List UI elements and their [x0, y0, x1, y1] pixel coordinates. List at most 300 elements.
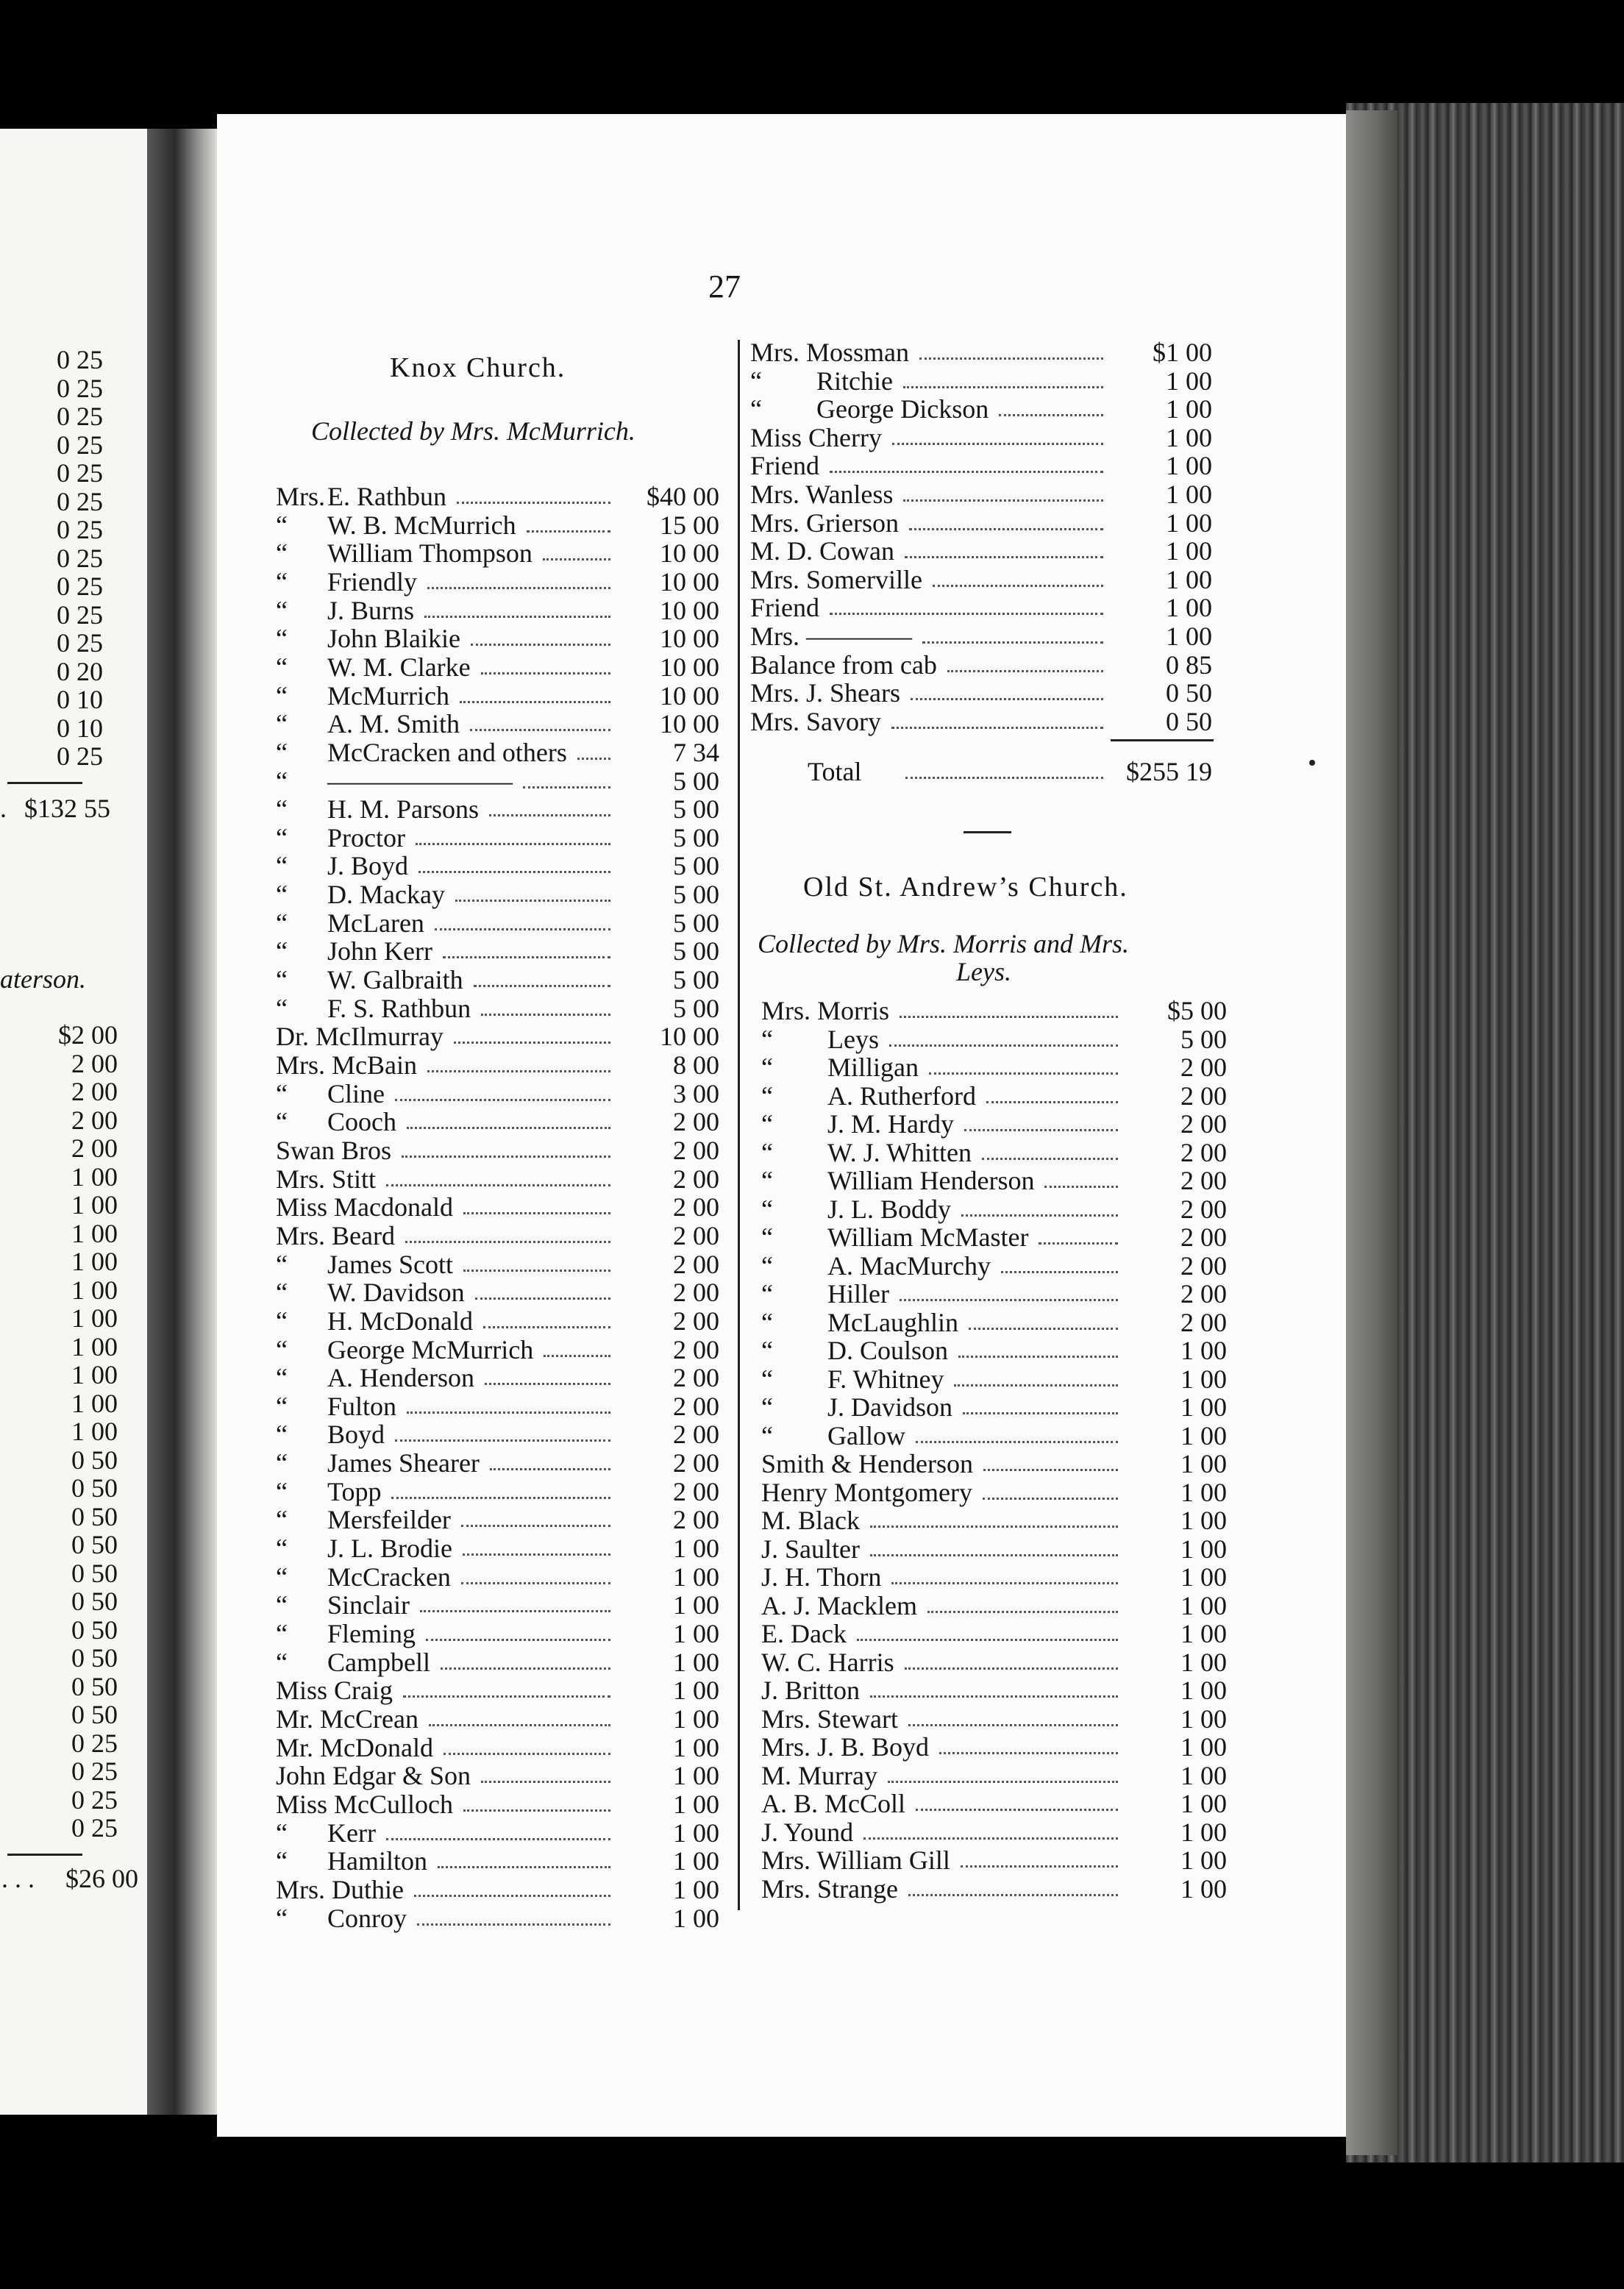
entry-amount: 1 00 — [673, 1534, 719, 1564]
dot-leader — [424, 616, 610, 618]
dot-leader — [961, 1214, 1118, 1217]
entry-name: J. Burns — [327, 595, 415, 625]
entry-amount: 1 00 — [1166, 622, 1212, 651]
dot-leader — [402, 1156, 610, 1158]
entry-prefix: “ — [276, 1363, 288, 1393]
entry-name: Hamilton — [327, 1846, 427, 1876]
entry-prefix: “ — [761, 1392, 773, 1422]
left-total: $26 00 — [65, 1864, 138, 1893]
entry-name: M. Murray — [761, 1760, 877, 1790]
left-amount: 0 50 — [71, 1473, 118, 1503]
entry-name: Mrs. Savory — [750, 706, 881, 736]
entry-name: Henry Montgomery — [761, 1477, 972, 1507]
entry-name: Boyd — [327, 1420, 385, 1450]
entry-amount: 2 00 — [1180, 1250, 1227, 1281]
entry-name: A. MacMurchy — [827, 1250, 991, 1281]
entry-prefix: “ — [761, 1222, 773, 1252]
dot-leader — [999, 414, 1103, 416]
dot-leader — [543, 558, 610, 560]
entry-amount: 1 00 — [1180, 1449, 1227, 1478]
entry-name: Mrs. Duthie — [276, 1874, 404, 1904]
entry-name: J. L. Brodie — [327, 1534, 452, 1564]
entry-amount: 0 50 — [1166, 706, 1212, 736]
entry-amount: 2 00 — [1180, 1053, 1227, 1082]
entry-amount: 2 00 — [1180, 1109, 1227, 1139]
left-amount: 1 00 — [71, 1417, 118, 1446]
dot-leader — [986, 1101, 1118, 1103]
entry-prefix: “ — [276, 709, 288, 739]
entry-amount: 1 00 — [673, 1846, 719, 1876]
left-amount: 0 50 — [71, 1615, 118, 1645]
entry-prefix: “ — [276, 1505, 288, 1535]
entry-prefix: Mrs. — [276, 482, 326, 511]
entry-amount: 2 00 — [1180, 1137, 1227, 1167]
entry-name: Smith & Henderson — [761, 1449, 973, 1478]
entry-amount: 10 00 — [660, 680, 719, 711]
dot-leader — [470, 729, 610, 731]
entry-amount: 1 00 — [673, 1619, 719, 1648]
entry-name: Mersfeilder — [327, 1505, 451, 1535]
entry-prefix: “ — [761, 1364, 773, 1394]
entry-amount: $1 00 — [1153, 338, 1212, 367]
left-amount: 0 25 — [57, 345, 103, 374]
dot-leader — [922, 641, 1103, 644]
entry-amount: 5 00 — [673, 936, 719, 966]
entry-name: F. Whitney — [827, 1364, 944, 1394]
dot-leader — [441, 1667, 610, 1670]
entry-name: Mrs. ———— — [750, 622, 913, 651]
dot-leader — [435, 928, 610, 930]
dot-leader — [905, 556, 1103, 558]
entry-name: J. Boyd — [327, 851, 409, 881]
left-amount: 0 25 — [57, 402, 103, 431]
entry-name: Campbell — [327, 1647, 430, 1677]
left-amount: 1 00 — [71, 1388, 118, 1418]
left-partial-heading: aterson. — [0, 964, 86, 994]
entry-name: Fulton — [327, 1391, 397, 1421]
dot-leader — [460, 701, 610, 703]
entry-amount: 1 00 — [1166, 394, 1212, 424]
entry-amount: 2 00 — [673, 1505, 719, 1535]
dot-leader — [908, 1724, 1118, 1726]
entry-name: D. Mackay — [327, 880, 445, 910]
entry-name: Topp — [327, 1476, 382, 1506]
entry-name: Mrs. Somerville — [750, 564, 922, 594]
left-total-leader: . . . — [1, 1864, 35, 1893]
entry-prefix: “ — [276, 737, 288, 767]
dot-leader — [544, 1355, 610, 1357]
entry-amount: 7 34 — [673, 737, 719, 767]
entry-amount: 2 00 — [1180, 1194, 1227, 1224]
entry-amount: 5 00 — [673, 908, 719, 938]
left-amount: 1 00 — [71, 1218, 118, 1248]
entry-name: McCracken and others — [327, 737, 567, 767]
entry-prefix: “ — [761, 1194, 773, 1224]
entry-prefix: “ — [276, 1306, 288, 1336]
left-amount: 0 25 — [71, 1784, 118, 1815]
dot-leader — [427, 587, 610, 589]
entry-amount: 1 00 — [1166, 508, 1212, 538]
old-st-andrews-collector-line1: Collected by Mrs. Morris and Mrs. — [758, 929, 1129, 958]
dot-leader — [947, 670, 1103, 672]
entry-prefix: “ — [276, 965, 288, 995]
entry-name: Fleming — [327, 1619, 416, 1648]
dot-leader — [407, 1127, 610, 1129]
left-amount: 0 50 — [71, 1587, 118, 1616]
dot-leader — [969, 1328, 1118, 1330]
entry-name: John Edgar & Son — [276, 1761, 471, 1791]
entry-amount: 2 00 — [673, 1220, 719, 1250]
dot-leader — [983, 1498, 1118, 1500]
entry-prefix: “ — [276, 566, 288, 597]
dot-leader — [463, 1270, 610, 1272]
dot-leader — [417, 1923, 610, 1926]
dot-leader — [870, 1526, 1118, 1528]
dot-leader — [463, 1553, 610, 1556]
entry-amount: 1 00 — [673, 1732, 719, 1762]
entry-amount: 1 00 — [1180, 1845, 1227, 1875]
left-amount: 0 50 — [71, 1643, 118, 1673]
entry-name: Mrs. William Gill — [761, 1845, 950, 1875]
entry-name: Cline — [327, 1078, 385, 1108]
entry-amount: 1 00 — [673, 1676, 719, 1706]
entry-name: Hiller — [827, 1279, 889, 1309]
entry-name: McCracken — [327, 1562, 451, 1592]
entry-amount: 0 85 — [1166, 649, 1212, 680]
entry-amount: 5 00 — [673, 880, 719, 910]
dot-leader — [870, 1695, 1118, 1698]
entry-prefix: “ — [761, 1307, 773, 1337]
dot-leader — [870, 1554, 1118, 1556]
dot-leader — [958, 1356, 1118, 1358]
entry-prefix: “ — [761, 1109, 773, 1139]
dot-leader — [919, 357, 1103, 360]
total-rule — [1111, 739, 1214, 741]
left-amount: 1 00 — [71, 1275, 118, 1305]
entry-prefix: “ — [276, 1818, 288, 1848]
entry-amount: 2 00 — [1180, 1166, 1227, 1195]
entry-amount: 1 00 — [1166, 422, 1212, 452]
left-amount: 1 00 — [71, 1161, 118, 1192]
entry-prefix: “ — [761, 1024, 773, 1054]
entry-amount: 8 00 — [673, 1050, 719, 1080]
entry-name: Mrs. Wanless — [750, 480, 894, 509]
entry-prefix: “ — [276, 1647, 288, 1677]
dot-leader — [395, 1099, 610, 1101]
entry-name: W. B. McMurrich — [327, 510, 516, 540]
entry-prefix: “ — [276, 1448, 288, 1478]
entry-amount: 2 00 — [673, 1164, 719, 1194]
dot-leader — [461, 1525, 610, 1527]
dot-leader — [420, 1610, 610, 1612]
entry-prefix: “ — [750, 366, 762, 396]
left-amount: 2 00 — [71, 1077, 118, 1106]
entry-amount: 1 00 — [1180, 1336, 1227, 1365]
entry-name: Conroy — [327, 1903, 407, 1933]
entry-name: McLaughlin — [827, 1307, 958, 1337]
dot-leader — [964, 1129, 1118, 1131]
entry-amount: 2 00 — [673, 1363, 719, 1393]
entry-amount: 2 00 — [673, 1135, 719, 1165]
entry-prefix: “ — [276, 1562, 288, 1592]
entry-amount: 1 00 — [673, 1903, 719, 1933]
entry-amount: 10 00 — [660, 595, 719, 625]
dot-leader — [1044, 1186, 1118, 1188]
dot-leader — [933, 585, 1103, 587]
entry-amount: 1 00 — [673, 1704, 719, 1734]
left-amount: 0 50 — [71, 1558, 118, 1588]
entry-name: A. M. Smith — [327, 709, 460, 739]
entry-amount: 10 00 — [660, 624, 719, 654]
entry-prefix: “ — [761, 1137, 773, 1167]
left-amount: 0 50 — [71, 1700, 118, 1729]
entry-amount: 2 00 — [1180, 1222, 1227, 1252]
entry-name: J. H. Thorn — [761, 1562, 882, 1592]
left-amount: 0 25 — [57, 458, 103, 488]
dot-leader — [395, 1439, 610, 1442]
entry-name: Mrs. Stitt — [276, 1164, 377, 1194]
entry-prefix: “ — [761, 1081, 773, 1111]
page-number: 27 — [708, 268, 741, 305]
entry-amount: 1 00 — [1166, 536, 1212, 566]
entry-name: M. Black — [761, 1506, 860, 1535]
entry-amount: 10 00 — [660, 538, 719, 569]
dot-leader — [455, 900, 610, 902]
entry-amount: 15 00 — [660, 510, 719, 540]
old-st-andrews-heading: Old St. Andrew’s Church. — [803, 872, 1128, 903]
entry-name: Leys — [827, 1024, 879, 1054]
dot-leader — [1001, 1271, 1118, 1273]
entry-name: Mr. McCrean — [276, 1704, 419, 1734]
dot-leader — [443, 956, 610, 958]
entry-amount: 5 00 — [673, 766, 719, 796]
column-divider — [738, 340, 740, 1910]
left-amount: 0 25 — [71, 1813, 118, 1843]
entry-amount: 2 00 — [673, 1278, 719, 1308]
entry-amount: 2 00 — [673, 1107, 719, 1137]
entry-amount: 1 00 — [673, 1789, 719, 1819]
dot-leader — [983, 1469, 1118, 1471]
entry-amount: 2 00 — [673, 1192, 719, 1222]
entry-amount: 2 00 — [673, 1476, 719, 1506]
entry-name: W. J. Whitten — [827, 1137, 972, 1167]
left-amount: 0 25 — [57, 628, 103, 658]
dot-leader — [909, 528, 1103, 530]
entry-name: A. B. McColl — [761, 1789, 906, 1818]
entry-amount: 1 00 — [1180, 1506, 1227, 1535]
dot-leader — [961, 1865, 1118, 1868]
total-label: Total — [808, 757, 862, 786]
entry-prefix: “ — [276, 822, 288, 852]
entry-amount: 1 00 — [1180, 1760, 1227, 1790]
entry-amount: 1 00 — [1180, 1817, 1227, 1847]
dot-leader — [954, 1384, 1118, 1386]
entry-amount: 1 00 — [1166, 564, 1212, 594]
entry-name: J. L. Boddy — [827, 1194, 952, 1224]
entry-name: William Thompson — [327, 538, 533, 569]
dot-leader — [485, 1383, 610, 1385]
left-amount: 0 25 — [57, 599, 103, 630]
left-amount: 0 25 — [57, 543, 103, 573]
dot-leader — [419, 871, 610, 873]
entry-name: George Dickson — [816, 394, 989, 424]
entry-prefix: “ — [276, 1278, 288, 1308]
entry-name: F. S. Rathbun — [327, 993, 471, 1023]
dot-leader — [414, 1895, 610, 1897]
entry-prefix: “ — [276, 538, 288, 569]
dot-leader — [471, 644, 610, 646]
dot-leader — [481, 1781, 610, 1783]
dot-leader — [416, 843, 610, 845]
entry-name: ——————— — [327, 766, 513, 796]
entry-name: Mrs. Stewart — [761, 1704, 898, 1734]
entry-amount: 2 00 — [1180, 1081, 1227, 1111]
dot-leader — [905, 777, 1103, 779]
left-total-rule-top — [7, 782, 82, 784]
entry-name: Friend — [750, 451, 819, 481]
entry-name: A. J. Macklem — [761, 1590, 917, 1620]
dot-leader — [475, 1297, 610, 1300]
entry-name: Miss Cherry — [750, 422, 882, 452]
dot-leader — [527, 530, 610, 533]
dot-leader — [916, 1809, 1118, 1811]
dot-leader — [407, 1412, 610, 1414]
dot-leader — [463, 1809, 610, 1812]
left-amount: 0 10 — [57, 713, 103, 743]
dot-leader — [916, 1441, 1118, 1443]
entry-name: James Shearer — [327, 1448, 480, 1478]
entry-name: J. Davidson — [827, 1392, 952, 1422]
entry-name: Proctor — [327, 822, 405, 852]
dot-leader — [905, 1667, 1118, 1670]
entry-amount: 1 00 — [1180, 1590, 1227, 1620]
entry-amount: 5 00 — [1180, 1024, 1227, 1054]
entry-amount: $40 00 — [647, 482, 719, 511]
entry-name: McMurrich — [327, 680, 449, 711]
entry-name: William Henderson — [827, 1166, 1035, 1195]
left-amount: 2 00 — [71, 1048, 118, 1078]
dot-leader — [481, 1014, 610, 1016]
left-amount: 0 50 — [71, 1501, 118, 1531]
entry-name: J. M. Hardy — [827, 1109, 954, 1139]
entry-name: W. C. Harris — [761, 1647, 894, 1677]
entry-name: W. M. Clarke — [327, 652, 471, 682]
entry-name: A. Rutherford — [827, 1081, 976, 1111]
entry-prefix: “ — [276, 1619, 288, 1648]
dot-leader — [830, 471, 1103, 473]
left-amount: 1 00 — [71, 1247, 118, 1276]
dot-leader — [463, 1212, 610, 1214]
dot-leader — [405, 1241, 610, 1243]
entry-amount: 1 00 — [673, 1874, 719, 1904]
entry-prefix: “ — [276, 1391, 288, 1421]
entry-name: J. Britton — [761, 1676, 861, 1705]
dot-leader — [577, 758, 610, 760]
dot-leader — [426, 1639, 610, 1641]
page-stack-edge — [1346, 110, 1397, 2155]
entry-amount: $5 00 — [1167, 996, 1227, 1025]
entry-name: Mrs. Beard — [276, 1220, 395, 1250]
entry-prefix: “ — [761, 1420, 773, 1450]
dot-leader — [891, 1582, 1118, 1584]
entry-amount: 5 00 — [673, 794, 719, 825]
dot-leader — [474, 985, 610, 987]
entry-amount: 1 00 — [1180, 1562, 1227, 1592]
entry-amount: 5 00 — [673, 822, 719, 852]
entry-prefix: “ — [276, 510, 288, 540]
entry-amount: 10 00 — [660, 709, 719, 739]
dot-leader — [391, 1497, 610, 1499]
entry-amount: 3 00 — [673, 1078, 719, 1108]
entry-prefix: “ — [276, 1476, 288, 1506]
entry-prefix: “ — [276, 1078, 288, 1108]
entry-name: Dr. McIlmurray — [276, 1022, 444, 1052]
entry-amount: 2 00 — [673, 1391, 719, 1421]
entry-amount: 1 00 — [1166, 366, 1212, 396]
entry-prefix: “ — [276, 1590, 288, 1620]
section-divider — [964, 831, 1011, 833]
entry-prefix: “ — [276, 652, 288, 682]
dot-leader — [891, 727, 1103, 729]
dot-leader — [963, 1412, 1118, 1414]
page-gutter — [147, 129, 217, 2115]
dot-leader — [386, 1184, 610, 1186]
entry-name: William McMaster — [827, 1222, 1029, 1252]
knox-collector: Collected by Mrs. McMurrich. — [311, 416, 635, 446]
entry-name: J. Yound — [761, 1817, 854, 1847]
entry-name: D. Coulson — [827, 1336, 949, 1365]
dot-leader — [483, 1326, 610, 1328]
entry-name: John Kerr — [327, 936, 432, 966]
dot-leader — [403, 1695, 610, 1698]
entry-name: E. Dack — [761, 1619, 847, 1648]
left-amount: 0 25 — [57, 515, 103, 544]
entry-amount: 0 50 — [1166, 678, 1212, 708]
entry-prefix: “ — [276, 851, 288, 881]
entry-amount: 5 00 — [673, 851, 719, 881]
entry-prefix: “ — [276, 908, 288, 938]
left-amount: 0 20 — [57, 656, 103, 686]
dot-leader — [523, 786, 610, 788]
entry-amount: 1 00 — [673, 1647, 719, 1677]
dot-leader — [908, 1894, 1118, 1896]
entry-name: Balance from cab — [750, 649, 937, 680]
entry-amount: 1 00 — [1166, 451, 1212, 481]
entry-name: A. Henderson — [327, 1363, 474, 1393]
entry-amount: 1 00 — [1180, 1534, 1227, 1564]
entry-amount: 2 00 — [673, 1420, 719, 1450]
entry-name: Gallow — [827, 1420, 905, 1450]
entry-amount: 1 00 — [1180, 1676, 1227, 1705]
left-amount: 0 50 — [71, 1445, 118, 1475]
entry-name: Mrs. Morris — [761, 996, 890, 1025]
dot-leader — [863, 1837, 1118, 1840]
entry-name: Miss McCulloch — [276, 1789, 454, 1819]
entry-prefix: “ — [761, 1166, 773, 1195]
entry-prefix: “ — [276, 880, 288, 910]
total-amount: $255 19 — [1126, 757, 1212, 786]
entry-prefix: “ — [750, 394, 762, 424]
dot-leader — [911, 698, 1103, 700]
left-amount: 1 00 — [71, 1331, 118, 1361]
dot-leader — [903, 386, 1103, 388]
left-total-rule-bottom — [7, 1854, 82, 1856]
entry-amount: 1 00 — [1180, 1704, 1227, 1734]
left-amount: 0 25 — [71, 1756, 118, 1786]
entry-name: Mrs. J. Shears — [750, 678, 900, 708]
left-total-leader: . — [0, 794, 7, 823]
entry-name: Swan Bros — [276, 1135, 392, 1165]
